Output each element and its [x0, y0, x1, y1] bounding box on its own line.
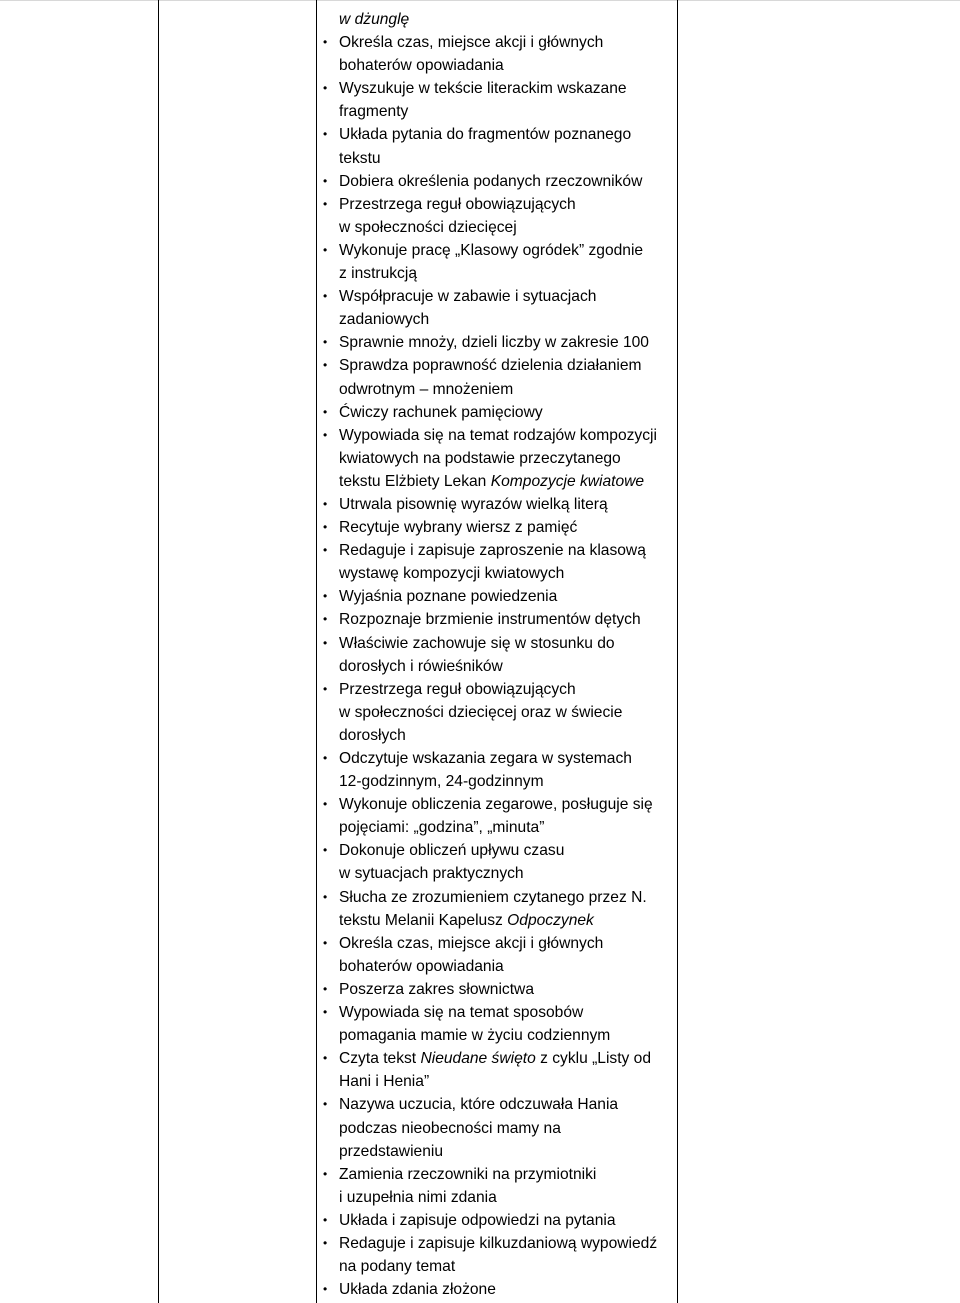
item-text: tekstu: [339, 149, 381, 167]
item-text: Dokonuje obliczeń upływu czasu: [339, 842, 565, 860]
list-item: [316, 632, 677, 655]
list-item: [316, 886, 677, 909]
bullet-icon: •: [323, 1235, 328, 1250]
item-text: Wykonuje pracę „Klasowy ogródek” zgodnie: [339, 241, 644, 259]
item-text: z cyklu „Listy od: [535, 1050, 652, 1068]
item-text: tekstu Melanii Kapelusz: [339, 911, 508, 929]
list-item: [316, 170, 677, 193]
italic-title-text: w dżunglę: [339, 11, 410, 28]
bullet-icon: •: [323, 127, 328, 142]
bullet-icon: •: [323, 981, 328, 996]
item-text: z instrukcją: [339, 265, 417, 283]
table-column-divider-3: [677, 0, 678, 1303]
list-item: [316, 493, 677, 516]
item-text: w społeczności dziecięcej oraz w świecie: [339, 703, 623, 721]
list-item: [316, 608, 677, 631]
item-text: Właściwie zachowuje się w stosunku do: [339, 634, 615, 652]
list-item: [316, 793, 677, 816]
bullet-icon: •: [323, 358, 328, 373]
item-text: Rozpoznaje brzmienie instrumentów dętych: [339, 611, 641, 629]
item-text: Hani i Henia”: [339, 1073, 430, 1091]
bullet-icon: •: [323, 1212, 328, 1227]
list-item: [316, 424, 677, 447]
item-text: Poszerza zakres słownictwa: [339, 980, 534, 998]
item-text: Słucha ze zrozumieniem czytanego przez N.: [339, 888, 647, 906]
bullet-icon: •: [323, 1166, 328, 1181]
item-text: wystawę kompozycji kwiatowych: [339, 565, 565, 583]
list-item: [316, 354, 677, 377]
table-top-border: [0, 0, 960, 1]
bullet-icon: •: [323, 196, 328, 211]
bullet-icon: •: [323, 1005, 328, 1020]
item-text: tekstu Elżbiety Lekan: [339, 472, 491, 490]
item-text: i uzupełnia nimi zdania: [339, 1188, 497, 1206]
list-item-continuation: [316, 1070, 677, 1093]
item-text: Określa czas, miejsce akcji i głównych: [339, 34, 604, 52]
bullet-icon: •: [323, 289, 328, 304]
item-text: Redaguje i zapisuje kilkuzdaniową wypowiedź: [339, 1234, 658, 1252]
bullet-icon: •: [323, 843, 328, 858]
bullet-icon: •: [323, 173, 328, 188]
item-text: Czyta tekst: [339, 1050, 421, 1068]
list-item-continuation: [316, 1024, 677, 1047]
item-text: zadaniowych: [339, 311, 430, 329]
item-text: przedstawieniu: [339, 1142, 444, 1160]
list-item-continuation: [316, 562, 677, 585]
bullet-icon: •: [323, 35, 328, 50]
bullet-icon: •: [323, 635, 328, 650]
list-item-continuation: [316, 262, 677, 285]
bullet-icon: •: [323, 81, 328, 96]
bullet-icon: •: [323, 427, 328, 442]
item-text: Odczytuje wskazania zegara w systemach: [339, 750, 632, 767]
list-item-continuation: [316, 216, 677, 239]
list-item-continuation: [316, 147, 677, 170]
bullet-icon: •: [323, 797, 328, 812]
list-item: [316, 747, 677, 770]
bullet-icon: •: [323, 589, 328, 604]
italic-title-text: Nieudane święto: [420, 1050, 536, 1068]
list-item-continuation: [316, 378, 677, 401]
italic-title-text: Kompozycje kwiatowe: [490, 472, 645, 490]
list-item-continuation: [316, 955, 677, 978]
list-item-continuation: [316, 100, 677, 123]
list-item: [316, 77, 677, 100]
list-item-continuation: [316, 724, 677, 747]
item-text: w społeczności dziecięcej: [339, 218, 517, 236]
item-text: kwiatowych na podstawie przeczytanego: [339, 449, 621, 467]
item-text: Zamienia rzeczowniki na przymiotniki: [339, 1165, 597, 1183]
list-item: [316, 516, 677, 539]
list-item-continuation: [316, 770, 677, 793]
item-text: Układa i zapisuje odpowiedzi na pytania: [339, 1211, 616, 1229]
item-text: Określa czas, miejsce akcji i głównych: [339, 934, 604, 952]
bullet-icon: •: [323, 889, 328, 904]
list-item-continuation: [316, 862, 677, 885]
item-text: Utrwala pisownię wyrazów wielką literą: [339, 495, 608, 513]
list-item-continuation: [316, 816, 677, 839]
list-item-continuation: [316, 1186, 677, 1209]
list-item-continuation: [316, 447, 677, 470]
item-text: Wypowiada się na temat rodzajów kompozycji: [339, 426, 657, 444]
list-item-continuation: [316, 701, 677, 724]
list-item: [316, 539, 677, 562]
bullet-icon: •: [323, 751, 328, 765]
item-text: dorosłych i rówieśników: [339, 657, 503, 675]
bullet-icon: •: [323, 1097, 328, 1112]
list-item-continuation: [316, 308, 677, 331]
item-text: fragmenty: [339, 103, 409, 121]
bullet-icon: •: [323, 496, 328, 511]
item-text: Nazywa uczucia, które odczuwała Hania: [339, 1096, 619, 1114]
list-item-continuation: [316, 655, 677, 678]
item-text: 12-godzinnym, 24-godzinnym: [339, 773, 544, 791]
list-item: [316, 1001, 677, 1024]
item-text: Wyjaśnia poznane powiedzenia: [339, 588, 558, 606]
item-text: Współpracuje w zabawie i sytuacjach: [339, 288, 597, 306]
item-text: Dobiera określenia podanych rzeczowników: [339, 172, 643, 190]
bullet-icon: •: [323, 335, 328, 350]
list-item: [316, 1209, 677, 1232]
list-item: [316, 839, 677, 862]
list-item: [316, 193, 677, 216]
list-item: [316, 1047, 677, 1070]
item-text: Wykonuje obliczenia zegarowe, posługuje się: [339, 796, 653, 814]
table-column-divider-1: [158, 0, 159, 1303]
bullet-icon: •: [323, 242, 328, 257]
list-item-continuation: [316, 470, 677, 493]
item-text: Sprawnie mnoży, dzieli liczby w zakresie 100: [339, 334, 649, 352]
item-text: podczas nieobecności mamy na: [339, 1119, 561, 1137]
item-text: bohaterów opowiadania: [339, 957, 504, 975]
list-item-continuation: [316, 1117, 677, 1140]
bullet-icon: •: [323, 543, 328, 558]
bullet-icon: •: [323, 1051, 328, 1066]
bullet-icon: •: [323, 404, 328, 419]
list-item: [316, 678, 677, 701]
item-text: Wypowiada się na temat sposobów: [339, 1004, 584, 1022]
item-text: Sprawdza poprawność dzielenia działaniem: [339, 357, 642, 375]
bullet-icon: •: [323, 612, 328, 627]
italic-title-text: Odpoczynek: [507, 911, 594, 929]
list-item: [316, 239, 677, 262]
bullet-icon: •: [323, 520, 328, 535]
item-text: Recytuje wybrany wiersz z pamięć: [339, 519, 578, 537]
list-item: [316, 585, 677, 608]
item-text: dorosłych: [339, 726, 406, 744]
bullet-icon: •: [323, 935, 328, 950]
list-item-continuation: [316, 1255, 677, 1278]
item-text: Układa zdania złożone: [339, 1281, 496, 1299]
list-item: [316, 1232, 677, 1255]
list-item: [316, 31, 677, 54]
item-text: Przestrzega reguł obowiązujących: [339, 680, 576, 698]
item-text: pojęciami: „godzina”, „minuta”: [339, 819, 545, 837]
item-text: Redaguje i zapisuje zaproszenie na klasową: [339, 542, 646, 560]
list-item: [316, 978, 677, 1001]
list-item: [316, 123, 677, 146]
list-item-continuation: [316, 909, 677, 932]
item-text: pomagania mamie w życiu codziennym: [339, 1027, 611, 1045]
item-text: w sytuacjach praktycznych: [339, 865, 524, 883]
item-text: Układa pytania do fragmentów poznanego: [339, 126, 632, 144]
list-item: [316, 285, 677, 308]
list-item: [316, 401, 677, 424]
item-text: Przestrzega reguł obowiązujących: [339, 195, 576, 213]
list-item: [316, 1278, 677, 1301]
list-item: [316, 1093, 677, 1116]
list-item: [316, 932, 677, 955]
item-text: odwrotnym – mnożeniem: [339, 380, 514, 398]
list-item-continuation: [316, 8, 677, 31]
item-text: Wyszukuje w tekście literackim wskazane: [339, 80, 627, 98]
bullet-icon: •: [323, 681, 328, 696]
list-item: [316, 1163, 677, 1186]
list-item-continuation: [316, 54, 677, 77]
item-text: bohaterów opowiadania: [339, 57, 504, 75]
item-text: Ćwiczy rachunek pamięciowy: [339, 403, 543, 421]
item-text: na podany temat: [339, 1258, 456, 1276]
bullet-icon: •: [323, 1282, 328, 1297]
objectives-cell: [316, 8, 677, 1301]
list-item: [316, 331, 677, 354]
list-item-continuation: [316, 1140, 677, 1163]
